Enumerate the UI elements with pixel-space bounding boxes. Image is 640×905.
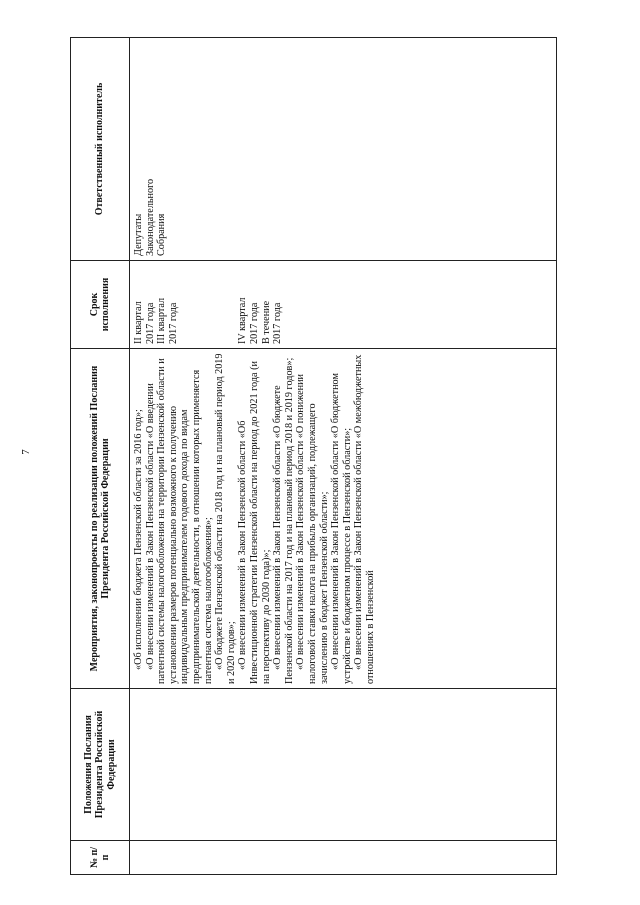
responsible-text: Депутаты: [133, 213, 144, 256]
measure-item: «О внесении изменений в Закон Пензенской области «О понижении налоговой ставки налога на прибыль организаций, подлежащего зачислению в бюджет Пензенской области»;: [295, 374, 330, 684]
header-measures: Мероприятия, законопроекты по реализации положений Послания Президента Российской Федерации: [71, 349, 130, 689]
plan-table: [70, 37, 557, 875]
header-provisions: Положения Послания Президента Российской Федерации: [71, 689, 130, 841]
deadline-text: В течение: [260, 300, 272, 344]
deadline-spacer: [179, 265, 237, 344]
responsible-text: Собрания: [156, 213, 168, 256]
deadline-text: II квартал: [133, 301, 144, 344]
table-row: [130, 38, 557, 875]
page-number: 7: [20, 449, 32, 455]
header-num: № п/п: [71, 841, 130, 875]
measure-item: «О внесении изменений в Закон Пензенской области «О введении патентной системы налогообложения на территории Пензенской области и установлении размеров потенциально возможного к получению индивидуальным предпринимателем годового дохода по видам предпринимательской деятельности, в отношении которых применяется патентная система налогообложения»;: [144, 358, 214, 684]
deadline-text: 2017 года: [272, 302, 284, 344]
document-sheet: [70, 37, 557, 875]
measure-item: «О внесении изменений в Закон Пензенской области «О бюджете Пензенской области на 2017 год и на плановый период 2018 и 2019 годов»;: [272, 357, 295, 684]
deadline-text: 2017 года: [167, 302, 179, 344]
cell-measures: [130, 349, 557, 689]
responsible-text: Законодательного: [144, 178, 156, 256]
deadline-text: III квартал: [156, 297, 168, 344]
deadline-text: 2017 года: [144, 302, 156, 344]
cell-provisions: [130, 689, 557, 841]
measure-item: «О внесении изменений в Закон Пензенской области «О бюджетном устройстве и бюджетном процессе в Пензенской области»;: [330, 373, 353, 684]
cell-deadline: [130, 261, 557, 349]
measure-item: «Об исполнении бюджета Пензенской области за 2016 год»;: [133, 409, 144, 670]
cell-num: [130, 841, 557, 875]
measure-item: «О внесении изменений в Закон Пензенской области «Об Инвестиционной стратегии Пензенской области на период до 2021 года (и на перспективу до 2030 года)»;: [237, 361, 272, 684]
header-responsible: Ответственный исполнитель: [71, 38, 130, 261]
measure-item: «О внесении изменений в Закон Пензенской области «О межбюджетных отношениях в Пензенской: [353, 354, 376, 684]
table-header-row: [71, 38, 130, 875]
measure-item: «О бюджете Пензенской области на 2018 год и на плановый период 2019 и 2020 годов»;: [214, 353, 237, 684]
cell-responsible: [130, 38, 557, 261]
header-deadline: Срок исполнения: [71, 261, 130, 349]
deadline-text: IV квартал: [237, 297, 249, 344]
deadline-text: 2017 года: [248, 302, 260, 344]
